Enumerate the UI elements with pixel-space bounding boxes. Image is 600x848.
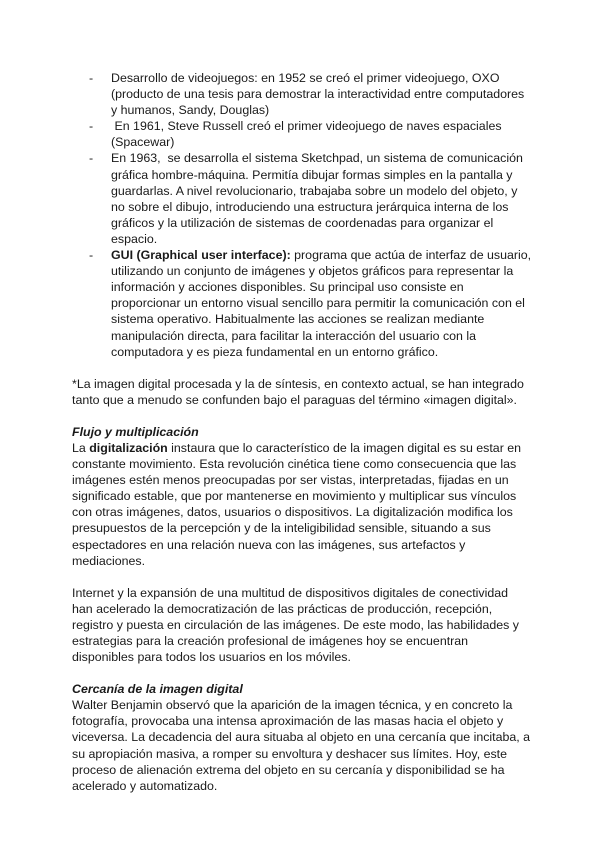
list-item-text: En 1961, Steve Russell creó el primer videojuego de naves espaciales (Spacewar) (111, 119, 505, 150)
list-item-text: En 1963, se desarrolla el sistema Sketchpad, un sistema de comunicación gráfica hombre-máquina. Permitía dibujar formas simples en la pantalla y guardarlas. A nivel revolucionario, trabajaba sobre un modelo del objeto, y no sobre el dibujo, introduciendo una estructura jerárquica interna de los gráficos y la utilización de sistemas de coordenadas para organizar el espacio. (111, 151, 527, 246)
list-item-text: Desarrollo de videojuegos: en 1952 se creó el primer videojuego, OXO (producto de una tesis para demostrar la interactividad entre computadores y humanos, Sandy, Douglas) (111, 71, 525, 118)
gui-term: GUI (Graphical user interface): (111, 248, 291, 263)
section-heading-flujo: Flujo y multiplicación (72, 424, 199, 439)
list-item (72, 247, 532, 360)
paragraph-prefix: La (72, 440, 90, 455)
document-page (72, 70, 532, 794)
paragraph-digitalizacion (72, 440, 532, 569)
list-item (72, 70, 532, 118)
paragraph-internet: Internet y la expansión de una multitud de dispositivos digitales de conectividad han acelerado la democratización de las prácticas de producción, recepción, registro y puesta en circulación de las imágenes. De este modo, las habilidades y estrategias para la creación profesional de imágenes hoy se encuentran disponibles para todos los usuarios en los móviles. (72, 585, 519, 665)
paragraph-benjamin: Walter Benjamin observó que la aparición de la imagen técnica, y en concreto la fotografía, provocaba una intensa aproximación de las masas hacia el objeto y viceversa. La decadencia del aura situaba al objeto en una cercanía que incitaba, a su apropiación masiva, a romper su envoltura y deshacer sus límites. Hoy, este proceso de alienación extrema del objeto en su cercanía y disponibilidad se ha acelerado y automatizado. (72, 698, 531, 793)
list-item (72, 150, 532, 247)
section-heading-cercania: Cercanía de la imagen digital (72, 682, 243, 697)
list-item-text (111, 247, 532, 360)
list-item (72, 118, 532, 150)
list-bullet: - (89, 71, 94, 85)
paragraph-body: instaura que lo característico de la imagen digital es su estar en constante movimiento. Esta revolución cinética tiene como consecuencia que las imágenes estén menos preocupadas por ser vistas, interpretadas, fijadas en un significado estable, que por mantenerse en movimiento y multiplicar sus vínculos con otras imágenes, datos, usuarios o dispositivos. La digitalización modifica los presupuestos de la percepción y de la inteligibilidad sensible, situando a sus espectadores en una relación nueva con las imágenes, sus artefactos y mediaciones. (72, 440, 522, 568)
gui-definition: programa que actúa de interfaz de usuario, utilizando un conjunto de imágenes y objetos gráficos para representar la información y acciones disponibles. Su principal uso consiste en proporcionar un entorno visual sencillo para permitir la comunicación con el sistema operativo. Habitualmente las acciones se realizan mediante manipulación directa, para facilitar la interacción del usuario con la computadora y es pieza fundamental en un entorno gráfico. (111, 248, 532, 359)
footnote: *La imagen digital procesada y la de síntesis, en contexto actual, se han integrado tanto que a menudo se confunden bajo el paraguas del término «imagen digital». (72, 376, 524, 407)
list-bullet: - (89, 119, 94, 134)
digitalizacion-term: digitalización (89, 440, 168, 455)
list-bullet: - (89, 151, 94, 166)
list-bullet: - (89, 248, 94, 263)
bullet-list (72, 70, 532, 360)
